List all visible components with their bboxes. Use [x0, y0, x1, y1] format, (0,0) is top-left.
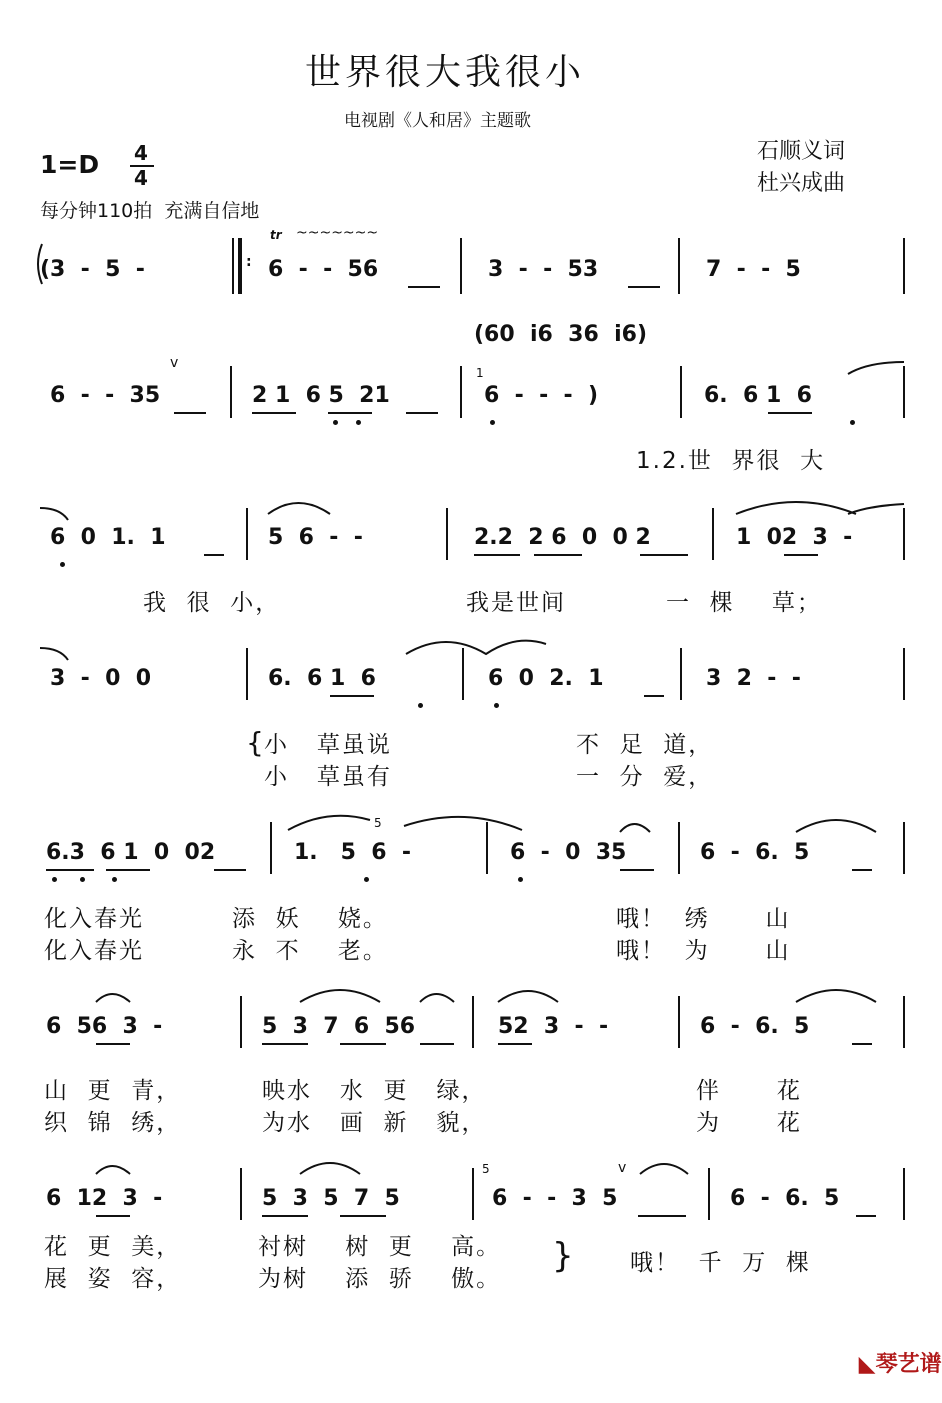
breath-mark: v — [618, 1160, 627, 1176]
lyric-line: 不 足 道， — [576, 732, 714, 758]
grace-note: 1 — [476, 366, 484, 380]
trill-mark: tr — [270, 228, 282, 242]
grace-note: 5 — [374, 816, 382, 830]
verse-brace: { — [246, 726, 264, 759]
measure-notes: (3 - 5 - — [40, 257, 145, 282]
measure-notes: 2.2 2 6 0 0 2 — [474, 525, 651, 550]
measure-notes: 7 - - 5 — [706, 257, 801, 282]
lyric-line: 伴 花 — [696, 1078, 802, 1104]
time-signature-bottom: 4 — [134, 166, 148, 190]
lyric-line: 添 妖 娆。 — [232, 906, 388, 932]
lyric-line: 哦！ 千 万 棵 — [630, 1250, 811, 1276]
song-subtitle: 电视剧《人和居》主题歌 — [344, 111, 531, 131]
measure-notes: 6.3 6 1 0 02 — [46, 840, 216, 865]
tempo-marking: 每分钟110拍 充满自信地 — [40, 200, 260, 222]
logo-icon: ◣ — [858, 1352, 876, 1377]
measure-notes: 6 56 3 - — [46, 1014, 163, 1039]
lyric-line: 化入春光 — [44, 906, 144, 932]
measure-notes: 3 - 0 0 — [50, 666, 152, 691]
measure-notes: 6 - 6. 5 — [700, 840, 810, 865]
measure-notes: 3 - - 53 — [488, 257, 599, 282]
measure-notes: 6 - 6. 5 — [730, 1186, 840, 1211]
measure-notes: 1. 5 6 - — [294, 840, 412, 865]
lyric-line: 我 很 小， — [143, 590, 281, 616]
breath-mark: v — [170, 355, 179, 371]
opening-parenthesis-arc — [38, 244, 42, 284]
lyric-line: 小 草虽说 — [264, 732, 392, 758]
repeat-dots: : — [246, 254, 252, 270]
measure-notes: 6 - 0 35 — [510, 840, 627, 865]
lyric-line: 小 草虽有 — [264, 764, 392, 790]
time-signature-top: 4 — [134, 141, 148, 165]
lyric-line: 映水 水 更 绿， — [262, 1078, 487, 1104]
lyric-line: 一 分 爱， — [576, 764, 714, 790]
measure-notes: 5 6 - - — [268, 525, 363, 550]
prelude-notes: (60 i6 36 i6) — [474, 322, 647, 347]
lyric-line: 织 锦 绣， — [44, 1110, 182, 1136]
lyric-line: 哦！ 绣 山 — [616, 906, 791, 932]
measure-notes: 1 02 3 - — [736, 525, 853, 550]
verse-brace: } — [552, 1236, 574, 1276]
measure-notes: 6 - - 56 — [268, 257, 379, 282]
measure-notes: 6 - - - ) — [484, 383, 599, 408]
lyric-line: 为树 添 骄 傲。 — [258, 1266, 502, 1292]
measure-notes: 3 2 - - — [706, 666, 801, 691]
lyric-line: 为 花 — [696, 1110, 802, 1136]
measure-notes: 6 - - 35 — [50, 383, 161, 408]
grace-note: 5 — [482, 1162, 490, 1176]
measure-notes: 6 12 3 - — [46, 1186, 163, 1211]
lyric-line: 化入春光 — [44, 938, 144, 964]
watermark-logo: ◣琴艺谱 — [858, 1352, 942, 1377]
lyric-line: 花 更 美， — [44, 1234, 182, 1260]
measure-notes: 6 - - 3 5 — [492, 1186, 618, 1211]
key-signature: 1=D — [40, 150, 100, 179]
measure-notes: 5 3 7 6 56 — [262, 1014, 416, 1039]
lyric-line: 为水 画 新 貌， — [262, 1110, 487, 1136]
lyric-line: 哦！ 为 山 — [616, 938, 791, 964]
measure-notes: 6 - 6. 5 — [700, 1014, 810, 1039]
song-title: 世界很大我很小 — [305, 52, 586, 93]
measure-notes: 6. 6 1 6 — [704, 383, 812, 408]
lyric-line: 1.2.世 界很 大 — [636, 448, 826, 474]
measure-notes: 2 1 6 5 21 — [252, 383, 390, 408]
measure-notes: 6 0 2. 1 — [488, 666, 604, 691]
lyric-line: 衬树 树 更 高。 — [258, 1234, 502, 1260]
measure-notes: 52 3 - - — [498, 1014, 609, 1039]
lyric-line: 永 不 老。 — [232, 938, 388, 964]
lyric-line: 展 姿 容， — [44, 1266, 182, 1292]
lyric-line: 我是世间 — [466, 590, 566, 616]
trill-wave: ~~~~~~~ — [296, 225, 379, 241]
lyric-line: 一 棵 草； — [666, 590, 822, 616]
measure-notes: 6 0 1. 1 — [50, 525, 166, 550]
lyricist-credit: 石顺义词 — [757, 139, 846, 164]
measure-notes: 6. 6 1 6 — [268, 666, 376, 691]
measure-notes: 5 3 5 7 5 — [262, 1186, 400, 1211]
composer-credit: 杜兴成曲 — [757, 171, 846, 196]
lyric-line: 山 更 青， — [44, 1078, 182, 1104]
